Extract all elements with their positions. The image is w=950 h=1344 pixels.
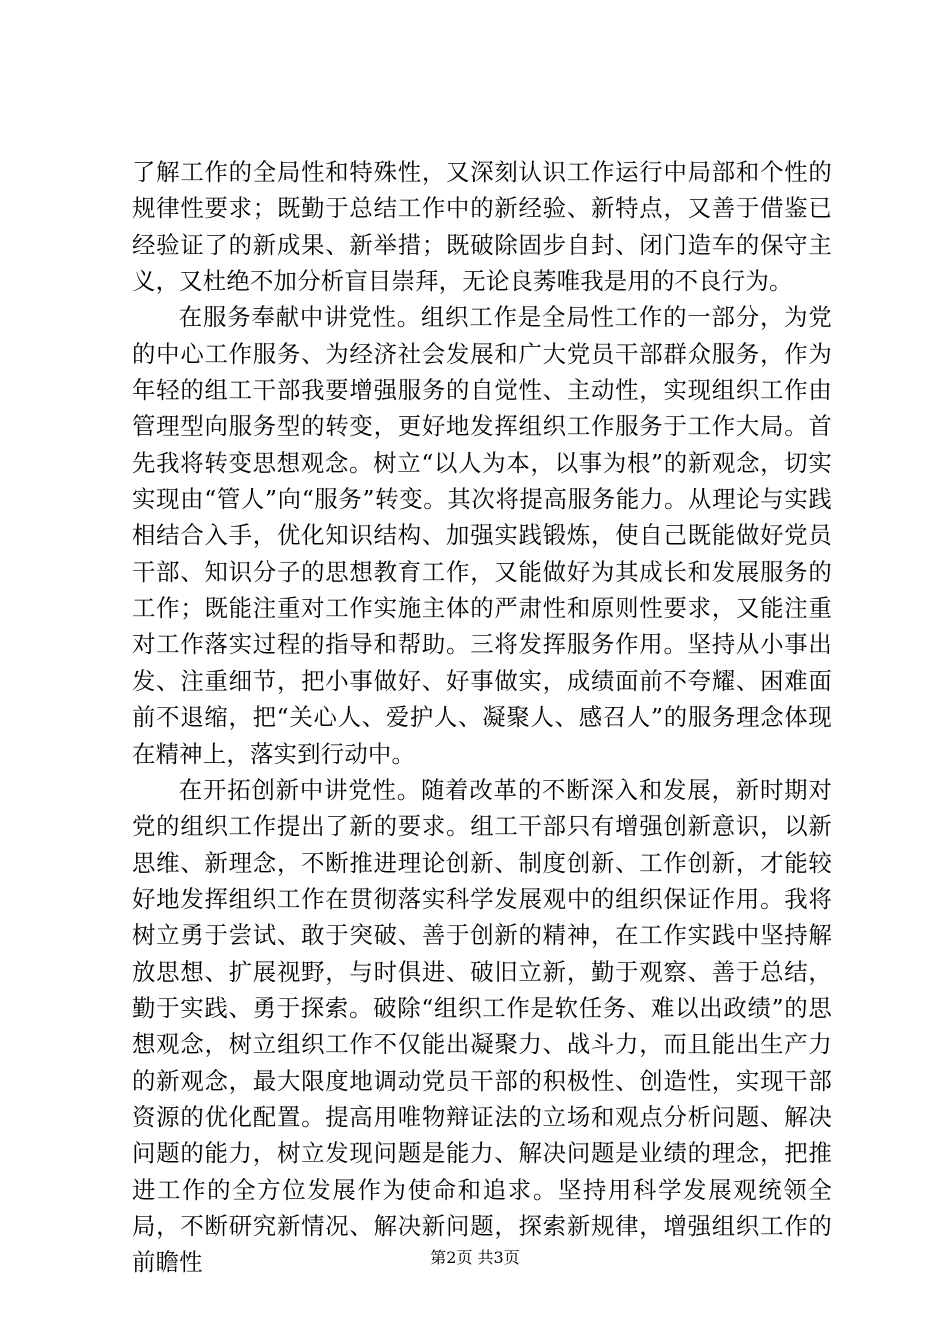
paragraph-innovation: 在开拓创新中讲党性。随着改革的不断深入和发展，新时期对党的组织工作提出了新的要求。组工干部只有增强创新意识，以新思维、新理念，不断推进理论创新、制度创新、工作创新，才能较好地发挥组织工作在贯彻落实科学发展观中的组织保证作用。我将树立勇于尝试、敢于突破、善于创新的精神，在工作实践中坚持解放思想、扩展视野，与时俱进、破旧立新，勤于观察、善于总结，勤于实践、勇于探索。破除“组织工作是软任务、难以出政绩”的思想观念，树立组织工作不仅能出凝聚力、战斗力，而且能出生产力的新观念，最大限度地调动党员干部的积极性、创造性，实现干部资源的优化配置。提高用唯物辩证法的立场和观点分析问题、解决问题的能力，树立发现问题是能力、解决问题是业绩的理念，把推进工作的全方位发展作为使命和追求。坚持用科学发展观统领全局，不断研究新情况、解决新问题，探索新规律，增强组织工作的前瞻性 bbox=[132, 775, 832, 1277]
paragraph-service: 在服务奉献中讲党性。组织工作是全局性工作的一部分，为党的中心工作服务、为经济社会发展和广大党员干部群众服务，作为年轻的组工干部我要增强服务的自觉性、主动性，实现组织工作由管理型向服务型的转变，更好地发挥组织工作服务于工作大局。首先我将转变思想观念。树立“以人为本，以事为根”的新观念，切实实现由“管人”向“服务”转变。其次将提高服务能力。从理论与实践相结合入手，优化知识结构、加强实践锻炼，使自己既能做好党员干部、知识分子的思想教育工作，又能做好为其成长和发展服务的工作；既能注重对工作实施主体的严肃性和原则性要求，又能注重对工作落实过程的指导和帮助。三将发挥服务作用。坚持从小事出发、注重细节，把小事做好、好事做实，成绩面前不夸耀、困难面前不退缩，把“关心人、爱护人、凝聚人、感召人”的服务理念体现在精神上，落实到行动中。 bbox=[132, 303, 832, 768]
document-body bbox=[132, 154, 832, 1281]
page-number-footer: 第2页 共3页 bbox=[430, 1248, 520, 1267]
paragraph-continuation: 了解工作的全局性和特殊性，又深刻认识工作运行中局部和个性的规律性要求；既勤于总结工作中的新经验、新特点，又善于借鉴已经验证了的新成果、新举措；既破除固步自封、闭门造车的保守主义，又杜绝不加分析盲目崇拜，无论良莠唯我是用的不良行为。 bbox=[132, 158, 832, 296]
